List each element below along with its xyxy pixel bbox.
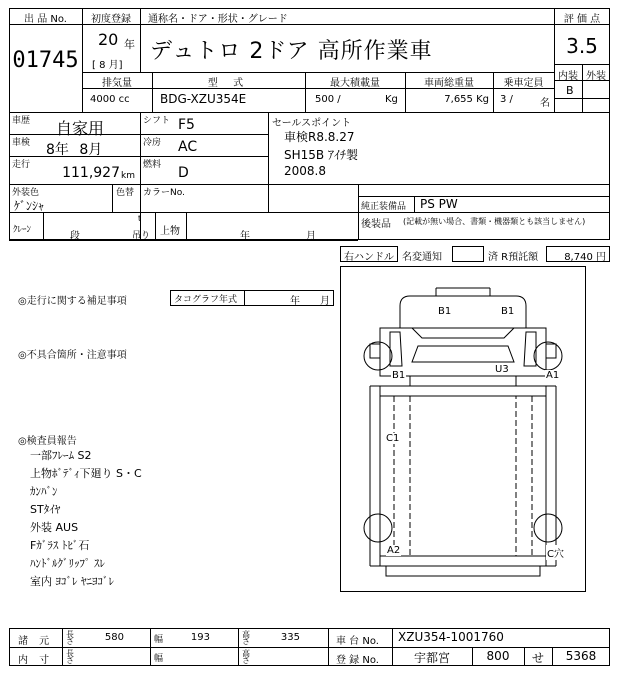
inspector-line-2: 上物ﾎﾞﾃﾞｨ下廻り S・C: [30, 467, 142, 480]
first-reg-month: [ 8 月]: [92, 60, 123, 71]
first-reg-year-unit: 年: [124, 38, 135, 51]
aftermarket-label: 後装品: [361, 219, 391, 230]
dims-label: 諸 元: [18, 636, 54, 647]
width-value: 193: [190, 632, 210, 643]
capacity-unit: 名: [540, 98, 550, 109]
inspector-line-6: Fｶﾞﾗｽ ﾄﾋﾞ石: [30, 539, 90, 552]
sales-line-1: 車検R8.8.27: [284, 130, 355, 144]
crane-stage: 段: [70, 231, 80, 242]
lot-label: 出 品 No.: [24, 14, 67, 25]
grade-value: 3.5: [566, 34, 598, 58]
capacity-label: 乗車定員: [503, 78, 544, 89]
ac-value: AC: [178, 139, 198, 155]
interior-dims-label: 内 寸: [18, 655, 54, 666]
registration-kana: せ: [531, 651, 544, 665]
mileage-label: 走行: [12, 160, 31, 170]
length-value: 580: [104, 632, 124, 643]
model-code-value: BDG-XZU354E: [160, 92, 247, 106]
sales-line-3: 2008.8: [284, 164, 326, 178]
first-reg-label: 初度登録: [91, 14, 131, 25]
registration-class: 800: [486, 649, 510, 663]
standard-equipment-value: PS PW: [420, 197, 458, 211]
gross-weight-value: 7,655 Kg: [444, 94, 489, 105]
lot-number: 01745: [12, 48, 79, 73]
gross-weight-label: 車両総重量: [424, 78, 474, 89]
damage-mark-1: B1: [438, 306, 452, 317]
model-code-label: 型 式: [207, 78, 250, 89]
damage-mark-8: C穴: [546, 545, 565, 560]
registration-area: 宇都宮: [413, 651, 450, 665]
usage-value: 自家用: [56, 119, 105, 138]
interior-width-label: 幅: [154, 654, 164, 664]
inspector-report-label: ◎検査員報告: [18, 436, 77, 447]
sales-line-2: SH15B ｱｲﾁ製: [284, 148, 358, 162]
height-label: 高さ: [242, 630, 250, 646]
color-value: ｹﾞﾝｼｬ: [14, 199, 45, 213]
tachograph-year: 年: [290, 296, 300, 307]
name-change-box: [452, 246, 484, 262]
displacement-label: 排気量: [102, 78, 132, 89]
interior-grade-label: 内装: [558, 71, 578, 82]
upper-month: 月: [306, 231, 316, 242]
usage-label: 車歴: [12, 116, 31, 126]
vehicle-diagram: [340, 266, 586, 592]
damage-mark-2: B1: [501, 306, 515, 317]
tachograph-label: タコグラフ年式: [174, 295, 238, 305]
inspector-line-1: 一部ﾌﾚｰﾑ S2: [30, 449, 92, 462]
width-label: 幅: [154, 635, 164, 645]
shift-label: シフト: [143, 116, 171, 126]
color-change-label: 色替: [116, 188, 135, 198]
recycle-value: 8,740 円: [564, 252, 606, 263]
damage-mark-7: A2: [387, 545, 401, 556]
steering-value: 右ハンドル: [344, 252, 394, 263]
recycle-label: 済 R預託額: [488, 252, 539, 263]
model-header-label: 通称名・ドア・形状・グレード: [148, 14, 288, 25]
aftermarket-note: (記載が無い場合、書類・機器類とも該当しません): [403, 217, 586, 226]
model-name: デュトロ 2ドア 高所作業車: [150, 39, 433, 64]
fuel-value: D: [178, 165, 189, 181]
damage-mark-3: B1: [392, 370, 406, 381]
length-label: 長さ: [66, 630, 74, 646]
registration-label: 登 録 No.: [336, 655, 379, 666]
crane-ton-top: t: [138, 214, 142, 223]
chassis-value: XZU354-1001760: [398, 630, 504, 644]
damage-mark-6: C1: [386, 433, 400, 444]
inspection-label: 車検: [12, 138, 31, 148]
height-value: 335: [280, 632, 300, 643]
first-reg-year: 20: [98, 30, 119, 49]
max-load-unit: Kg: [385, 94, 398, 105]
color-no-label: カラーNo.: [143, 188, 185, 198]
upper-year: 年: [240, 231, 250, 242]
name-change-label: 名変通知: [402, 252, 442, 263]
chassis-label: 車 台 No.: [336, 636, 379, 647]
inspector-line-3: ｶﾝﾊﾞﾝ: [30, 485, 58, 498]
mileage-unit: km: [121, 171, 135, 181]
exterior-grade-label: 外装: [586, 71, 606, 82]
inspector-line-4: STﾀｲﾔ: [30, 503, 61, 516]
interior-height-label: 高さ: [242, 649, 250, 665]
grade-label: 評 価 点: [563, 14, 601, 25]
driving-notes-label: ◎走行に関する補足事項: [18, 296, 127, 307]
registration-number: 5368: [565, 649, 597, 663]
standard-equipment-label: 純正装備品: [361, 202, 407, 212]
capacity-value: 3 /: [500, 94, 513, 105]
max-load-label: 最大積載量: [330, 78, 380, 89]
defects-label: ◎不具合箇所・注意事項: [18, 350, 127, 361]
inspection-value: 8年 8月: [46, 142, 103, 158]
inspector-line-5: 外装 AUS: [30, 521, 79, 534]
fuel-label: 燃料: [143, 160, 162, 170]
mileage-value: 111,927: [62, 165, 120, 181]
damage-mark-4: U3: [495, 364, 509, 375]
upper-label: 上物: [160, 226, 180, 237]
sales-point-label: セールスポイント: [272, 118, 352, 129]
crane-ton-bottom: 吊り: [132, 231, 151, 241]
tachograph-month: 月: [320, 296, 330, 307]
damage-mark-5: A1: [546, 370, 560, 381]
displacement-value: 4000 cc: [90, 94, 130, 105]
crane-label: ｸﾚｰﾝ: [13, 225, 32, 235]
color-label: 外装色: [12, 188, 40, 198]
inspector-line-8: 室内 ﾖｺﾞﾚ ﾔﾆﾖｺﾞﾚ: [30, 575, 114, 588]
interior-grade-value: B: [566, 84, 574, 97]
ac-label: 冷房: [143, 138, 162, 148]
max-load-value: 500 /: [315, 94, 341, 105]
shift-value: F5: [178, 117, 195, 133]
inspector-line-7: ﾊﾝﾄﾞﾙｸﾞﾘｯﾌﾟ ｽﾚ: [30, 557, 105, 570]
interior-length-label: 長さ: [66, 649, 74, 665]
